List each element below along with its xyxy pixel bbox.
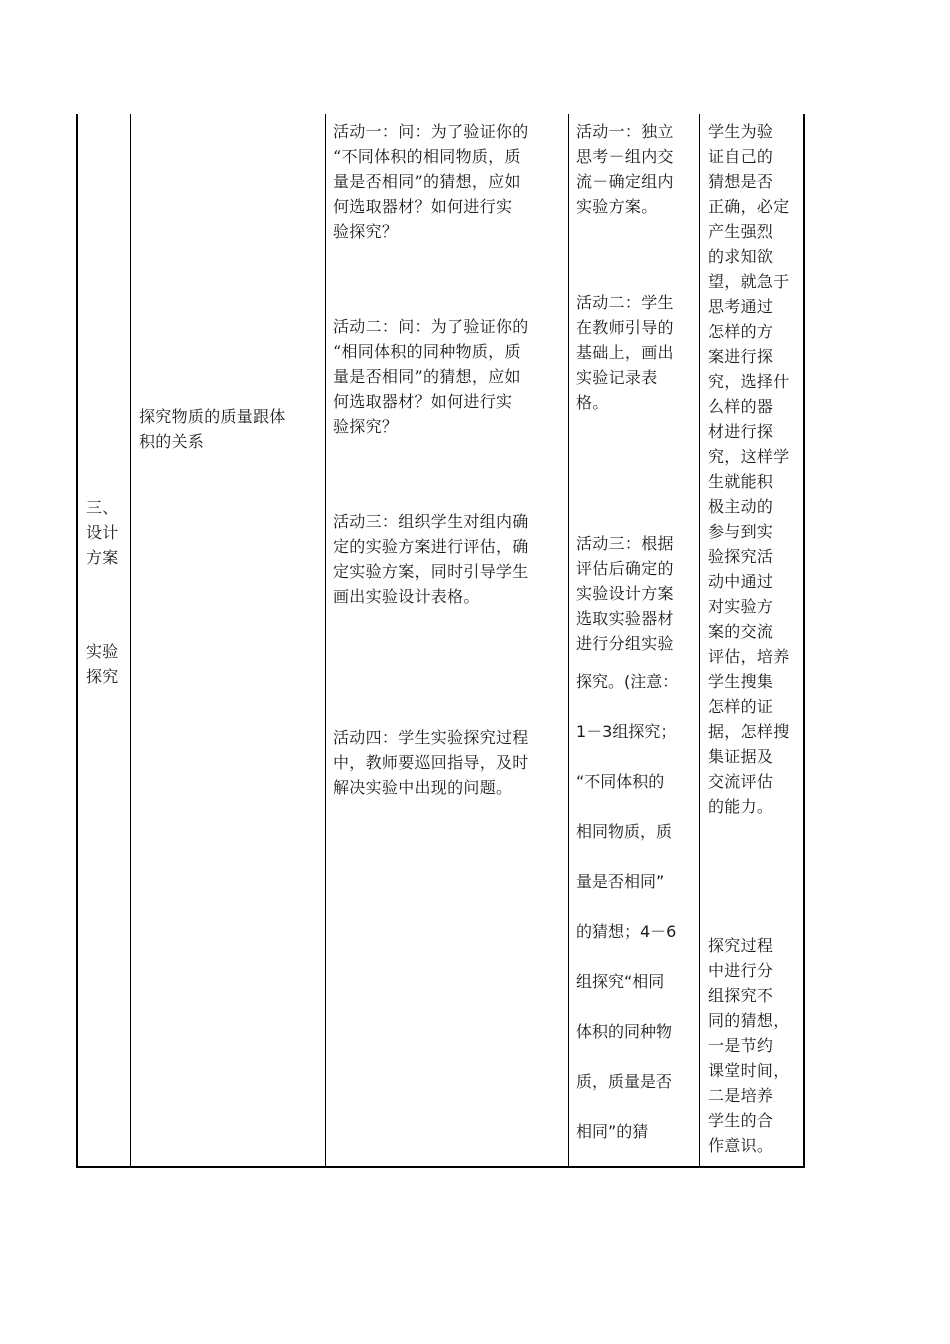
column-divider (568, 114, 569, 1168)
stage-sub-cell: 实验 探究 (86, 642, 119, 686)
column-divider (325, 114, 326, 1168)
design-intent-2: 探究过程 中进行分 组探究不 同的猜想， 一是节约 课堂时间， 二是培养 学生的合 作意识。 (708, 936, 790, 1155)
teacher-activity-3: 活动三：组织学生对组内确 定的实验方案进行评估，确 定实验方案，同时引导学生 画出实验设计表格。 (333, 512, 529, 606)
student-activity-1: 活动一：独立 思考－组内交 流－确定组内 实验方案。 (576, 122, 674, 216)
stage-cell: 三、 设计 方案 (86, 498, 119, 567)
teacher-activity-1: 活动一：问：为了验证你的 “不同体积的相同物质，质 量是否相同”的猜想，应如 何选取器材？如何进行实 验探究？ (333, 122, 529, 241)
topic-cell: 探究物质的质量跟体 积的关系 (139, 407, 286, 451)
column-divider (699, 114, 700, 1168)
column-divider (130, 114, 131, 1168)
student-activity-3-note: 探究。(注意： 1－3组探究； “不同体积的 相同物质，质 量是否相同” 的猜想；4－6 组探究“相同 体积的同种物 质，质量是否 相同”的猜 (576, 672, 679, 1141)
student-activity-2: 活动二：学生 在教师引导的 基础上，画出 实验记录表 格。 (576, 293, 674, 412)
design-intent-1: 学生为验 证自己的 猜想是否 正确，必定 产生强烈 的求知欲 望，就急于 思考通过 怎样的方 案进行探 究，选择什 么样的器 材进行探 究，这样学 生就能积 极主动的 参与到实 验探究活 动中通过 对实验方 案的交流 评估，培养 学生搜集 怎样的证 据，怎样搜 集证据及 交流评估 的能力。 (708, 122, 790, 816)
lesson-plan-table (76, 114, 805, 1168)
student-activity-3: 活动三：根据 评估后确定的 实验设计方案 选取实验器材 进行分组实验 (576, 534, 674, 653)
teacher-activity-4: 活动四：学生实验探究过程 中，教师要巡回指导，及时 解决实验中出现的问题。 (333, 728, 529, 797)
teacher-activity-2: 活动二：问：为了验证你的 “相同体积的同种物质，质 量是否相同”的猜想，应如 何选取器材？如何进行实 验探究？ (333, 317, 529, 436)
